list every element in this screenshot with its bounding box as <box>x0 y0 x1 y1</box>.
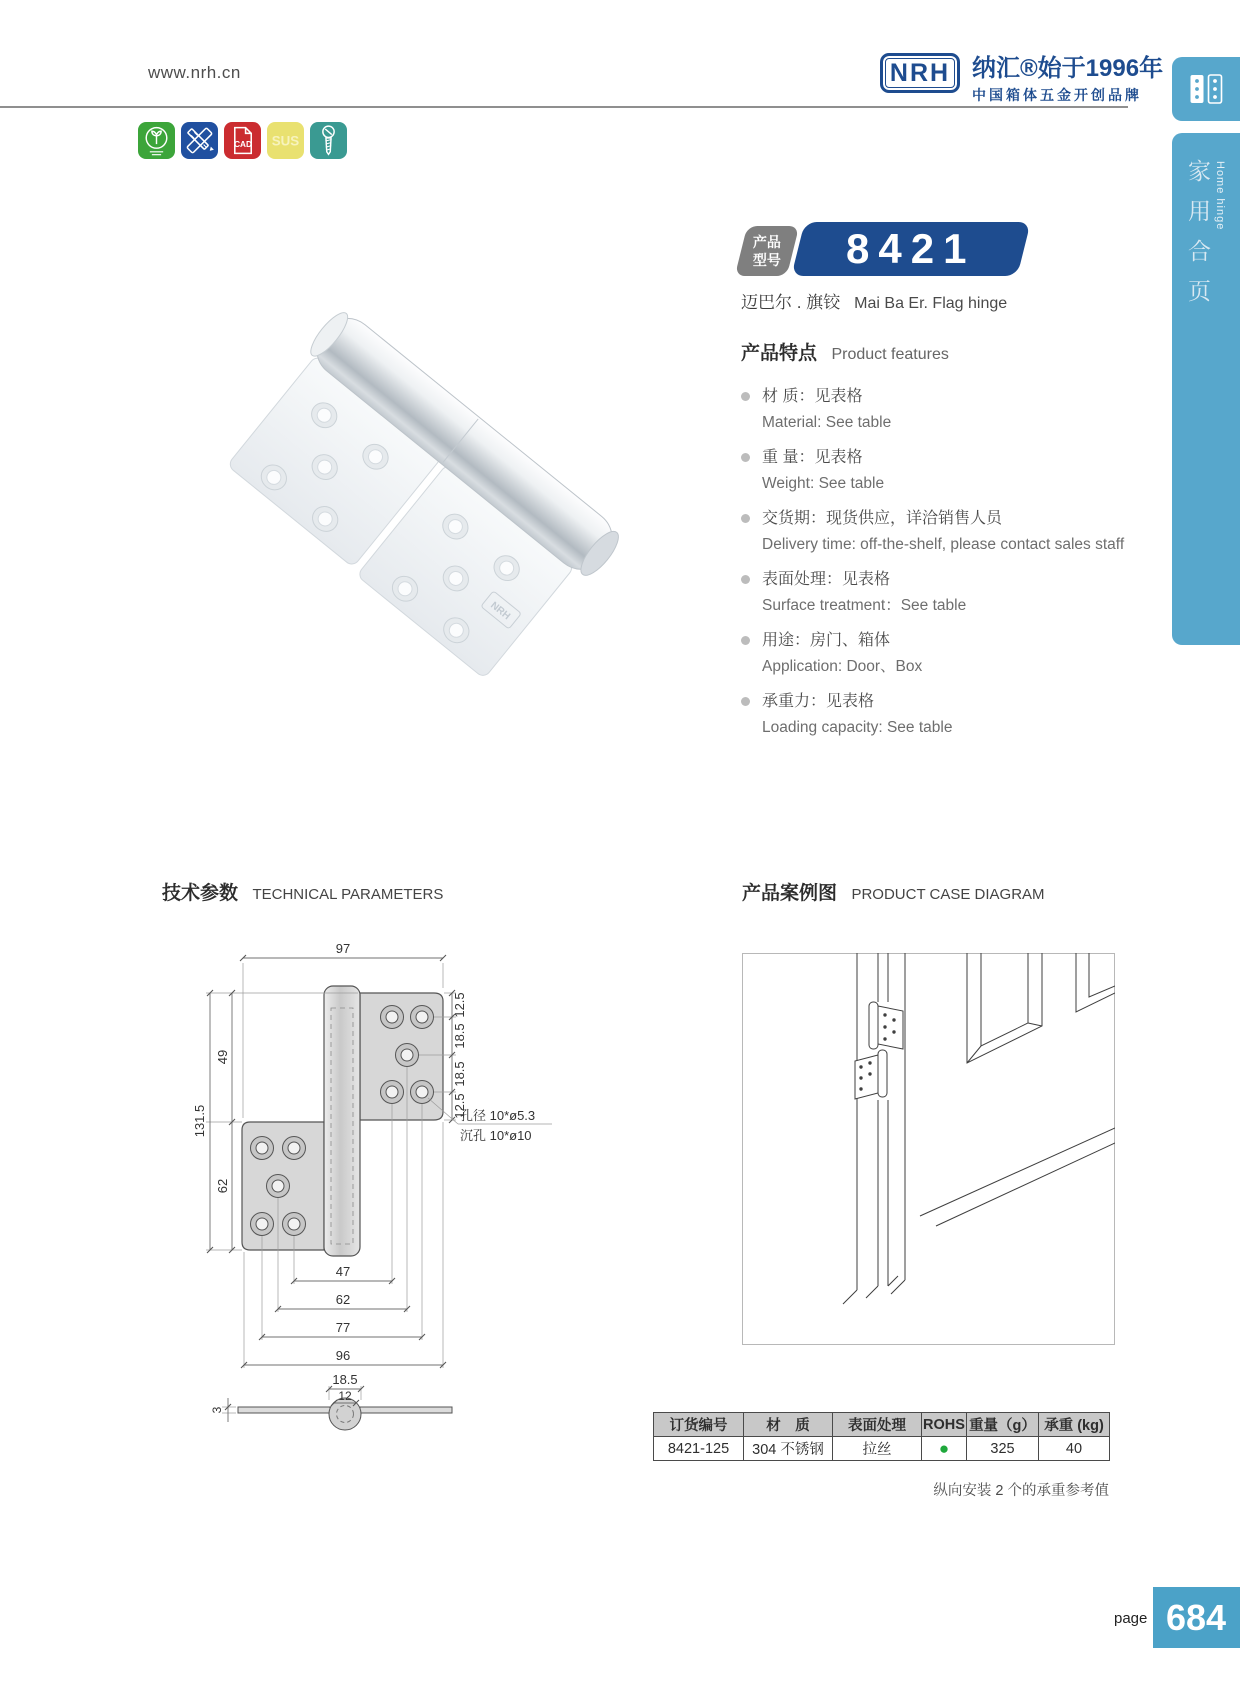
cad-icon <box>224 122 261 159</box>
spec-table-row <box>654 1437 1110 1461</box>
sidebar-tab-hinge[interactable] <box>1172 57 1240 121</box>
eco-icon <box>138 122 175 159</box>
nrh-logo-box <box>880 53 960 93</box>
design-tools-icon <box>181 122 218 159</box>
feature-cn: 材 质：见表格 <box>762 388 863 405</box>
tech-params-heading <box>162 878 443 905</box>
bullet-icon <box>741 392 750 401</box>
feature-cn: 用途：房门、箱体 <box>762 632 891 649</box>
product-photo <box>160 250 650 680</box>
cad-icon-text: CAD <box>234 140 252 150</box>
brand-line2: 中国箱体五金开创品牌 <box>972 87 1142 103</box>
sidebar-tab-category[interactable] <box>1172 133 1240 645</box>
side-dim-thickness: 3 <box>210 1406 224 1414</box>
feature-surface <box>741 568 1131 617</box>
dim-left-lower: 62 <box>215 1178 230 1194</box>
feature-weight <box>741 446 1131 495</box>
col-load: 承重 (kg) <box>1039 1413 1110 1437</box>
model-banner <box>791 222 1030 276</box>
page-label: page <box>1114 1610 1148 1627</box>
nrh-logo <box>880 53 960 93</box>
category-label-en: Home hinge <box>1214 161 1226 231</box>
case-heading-en: PRODUCT CASE DIAGRAM <box>851 886 1045 903</box>
front-view <box>242 986 443 1256</box>
nrh-stamp-text: NRH <box>488 600 513 623</box>
feature-en: Delivery time: off-the-shelf, please contact sales staff <box>762 536 1125 553</box>
dim-right-3: 18.5 <box>452 1061 467 1087</box>
cell-order-number: 8421-125 <box>654 1437 744 1461</box>
model-number: 8421 <box>846 225 976 272</box>
subtitle-cn: 迈巴尔 . 旗铰 <box>741 293 841 312</box>
bullet-icon <box>741 453 750 462</box>
sus-icon-glyph <box>267 122 304 159</box>
cad-icon-glyph <box>224 122 261 159</box>
feature-en: Loading capacity: See table <box>762 719 953 736</box>
feature-en: Application: Door、Box <box>762 658 923 675</box>
hole-note-1: 孔径 10*ø5.3 <box>460 1108 536 1123</box>
front-barrel <box>324 986 360 1256</box>
feature-loading <box>741 690 1131 739</box>
dim-left-upper: 49 <box>215 1049 230 1065</box>
bullet-icon <box>741 636 750 645</box>
col-surface: 表面处理 <box>833 1413 922 1437</box>
case-diagram-border <box>743 954 1115 1345</box>
page-number-box <box>1153 1587 1240 1648</box>
dim-bottom-4: 96 <box>335 1348 351 1363</box>
dim-right-1: 12.5 <box>452 992 467 1018</box>
dim-bottom-2: 62 <box>335 1292 351 1307</box>
feature-cn: 交货期：现货供应，详洽销售人员 <box>762 510 1003 527</box>
side-left-leaf <box>238 1407 330 1413</box>
side-view <box>210 1372 452 1430</box>
brand-block <box>972 48 1163 105</box>
category-label-cn: 家用合页 <box>1185 159 1211 319</box>
tech-heading-cn: 技术参数 <box>162 883 239 904</box>
website-url: www.nrh.cn <box>148 63 241 82</box>
feature-application <box>741 629 1131 678</box>
product-subtitle <box>741 288 1007 313</box>
col-weight: 重量（g） <box>967 1413 1039 1437</box>
brand-line1: 纳汇®始于1996年 <box>972 55 1164 82</box>
case-diagram <box>742 953 1115 1345</box>
hinge-icon <box>1186 69 1226 109</box>
spec-table-header-row <box>654 1413 1110 1437</box>
cell-rohs <box>922 1437 967 1461</box>
dim-bottom-3: 77 <box>335 1320 351 1335</box>
subtitle-en: Mai Ba Er. Flag hinge <box>854 295 1008 312</box>
col-rohs: ROHS <box>922 1413 967 1437</box>
feature-material <box>741 385 1131 434</box>
feature-cn: 重 量：见表格 <box>762 449 863 466</box>
design-tools-glyph <box>181 122 218 159</box>
feature-cn: 表面处理：见表格 <box>762 571 891 588</box>
feature-en: Surface treatment：See table <box>762 597 967 614</box>
model-tab-text: 产品 型号 <box>753 233 781 267</box>
dim-left-total: 131.5 <box>192 1104 207 1138</box>
side-dim-outer: 18.5 <box>332 1372 358 1387</box>
cert-icons-row <box>138 122 347 159</box>
bullet-icon <box>741 697 750 706</box>
features-list <box>741 385 1131 739</box>
case-diagram-heading <box>742 878 1045 905</box>
dim-right-4: 12.5 <box>452 1093 467 1119</box>
features-title <box>741 338 1131 365</box>
feature-delivery <box>741 507 1131 556</box>
col-material: 材 质 <box>744 1413 833 1437</box>
cell-surface: 拉丝 <box>833 1437 922 1461</box>
side-dim-inner: 12 <box>338 1389 352 1403</box>
hole-note-2: 沉孔 10*ø10 <box>460 1128 532 1143</box>
table-note: 纵向安装 2 个的承重参考值 <box>933 1483 1109 1499</box>
dim-bottom-1: 47 <box>335 1264 351 1279</box>
cell-load: 40 <box>1039 1437 1110 1461</box>
feature-en: Weight: See table <box>762 475 885 492</box>
screw-icon <box>310 122 347 159</box>
sus-icon <box>267 122 304 159</box>
col-order-number: 订货编号 <box>654 1413 744 1437</box>
technical-drawing <box>190 930 590 1440</box>
features-section <box>741 338 1131 751</box>
feature-cn: 承重力：见表格 <box>762 693 875 710</box>
rohs-pass-dot: ● <box>938 1438 950 1458</box>
cell-material: 304 不锈钢 <box>744 1437 833 1461</box>
case-heading-cn: 产品案例图 <box>742 883 838 904</box>
cell-weight: 325 <box>967 1437 1039 1461</box>
features-title-cn: 产品特点 <box>741 343 818 364</box>
page-number: 684 <box>1166 1596 1227 1638</box>
features-title-en: Product features <box>831 346 949 363</box>
eco-icon-glyph <box>138 122 175 159</box>
sus-icon-text: SUS <box>271 133 300 149</box>
screw-icon-glyph <box>310 122 347 159</box>
dim-top-label: 97 <box>335 941 351 956</box>
header-divider <box>0 106 1128 108</box>
tech-heading-en: TECHNICAL PARAMETERS <box>252 886 444 903</box>
bullet-icon <box>741 575 750 584</box>
spec-table <box>653 1412 1110 1461</box>
side-right-leaf <box>360 1407 452 1413</box>
spec-table-wrap <box>653 1412 1110 1500</box>
feature-en: Material: See table <box>762 414 892 431</box>
nrh-logo-text: NRH <box>889 58 951 87</box>
bullet-icon <box>741 514 750 523</box>
model-tab <box>735 226 799 276</box>
hinge-photo-group <box>215 305 626 680</box>
dim-right-2: 18.5 <box>452 1023 467 1049</box>
